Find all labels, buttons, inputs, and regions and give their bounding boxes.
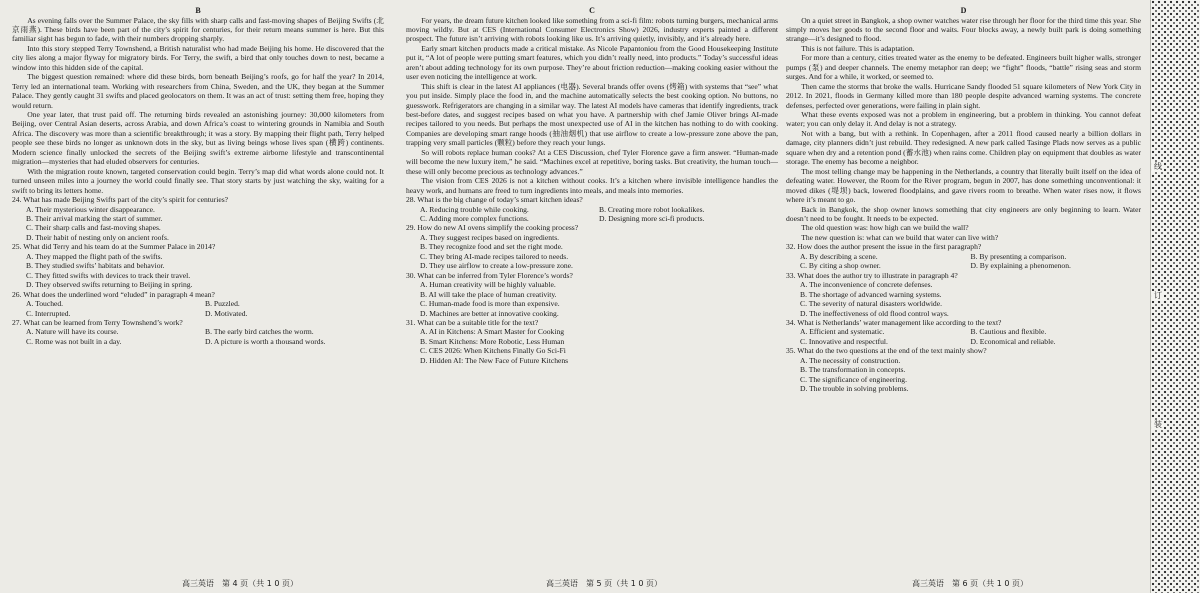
passage-d-column — [786, 6, 1141, 576]
answer-option: B. Smart Kitchens: More Robotic, Less Human — [420, 336, 565, 346]
passage-paragraph: With the migration route known, targeted conservation could begin. Terry’s map did what words alone could not. It turned unseen miles into a journey the world could finally see. That story starts by just watching the sky, waiting for a swift to bring its letters home. — [12, 166, 384, 195]
answer-option: A. Human creativity will be highly valuable. — [420, 280, 556, 290]
answer-option: D. They observed swifts returning to Beijing in spring. — [26, 280, 193, 290]
answer-option: C. Innovative and respectful. — [800, 336, 888, 346]
passage-paragraph: Into this story stepped Terry Townshend, a British naturalist who had made Beijing his home. He discovered that the city lies along a major flyway for migratory birds. For Terry, the swift, a bird that only touches down to nest, became a window into this hidden side of the capital. — [12, 43, 384, 72]
option-row — [12, 299, 384, 308]
answer-option: C. CES 2026: When Kitchens Finally Go Sci-Fi — [420, 346, 566, 356]
answer-option: D. Machines are better at innovative cooking. — [420, 308, 559, 318]
passage-paragraph: What these events exposed was not a problem in engineering, but a problem in thinking. You cannot defeat water; you can only delay it. And delay is not a strategy. — [786, 110, 1141, 129]
section-heading: D — [960, 6, 967, 15]
question-stem: 25. What did Terry and his team do at the Summer Palace in 2014? — [12, 242, 216, 252]
option-row — [786, 327, 1141, 336]
answer-option: C. They fitted swifts with devices to track their travel. — [26, 270, 191, 280]
option-row — [12, 309, 384, 318]
answer-option: A. By describing a scene. — [800, 251, 878, 261]
answer-option: B. Creating more robot lookalikes. — [599, 204, 705, 214]
passage-paragraph: For years, the dream future kitchen looked like something from a sci-fi film: robots turning burgers, mechanical arms moving wildly. But at CES (International Consumer Electronics Show) 2026, industry experts painted a different prospect. The future isn’t arriving with robots looking like us. It’s arriving quietly, invisibly, and it’s already here. — [406, 15, 778, 44]
answer-option: A. Their mysterious winter disappearance. — [26, 204, 155, 214]
page-footer-4: 高三英语 第 4 页（共 1 0 页） — [182, 579, 298, 588]
binding-mark-line: 线 — [1154, 162, 1162, 171]
answer-option: B. AI will take the place of human creativity. — [420, 289, 557, 299]
question-stem: 34. What is Netherlands’ water management like according to the text? — [786, 318, 1002, 327]
question-stem: 28. What is the big change of today’s smart kitchen ideas? — [406, 195, 583, 205]
answer-option: D. Their habit of nesting only on ancient roofs. — [26, 232, 169, 242]
passage-b-column — [12, 6, 384, 576]
question-stem: 24. What has made Beijing Swifts part of the city’s spirit for centuries? — [12, 195, 229, 205]
answer-option: B. The transformation in concepts. — [800, 365, 906, 375]
question-stem: 32. How does the author present the issue in the first paragraph? — [786, 242, 982, 252]
binding-mark-staple: 订 — [1154, 291, 1162, 300]
answer-option: A. AI in Kitchens: A Smart Master for Cooking — [420, 327, 565, 337]
passage-paragraph: The biggest question remained: where did these birds, born beneath Beijing’s roofs, go for half the year? In 2014, Terry led an international team. Working with researchers from China, Sweden, and the UK, they began at the Summer Palace. They gently caught 31 swifts and placed geolocators on them. It was an act of trust: setting them free, hoping they would return. — [12, 72, 384, 110]
answer-option: D. By explaining a phenomenon. — [970, 261, 1071, 271]
option-row — [406, 214, 778, 223]
answer-option: B. The shortage of advanced warning systems. — [800, 289, 942, 299]
question-stem: 35. What do the two questions at the end of the text mainly show? — [786, 346, 987, 356]
option-row — [406, 205, 778, 214]
passage-paragraph: The new question is: what can we build that water can live with? — [801, 232, 999, 242]
question-stem: 26. What does the underlined word “eluded” in paragraph 4 mean? — [12, 289, 215, 299]
answer-option: C. Their sharp calls and fast-moving shapes. — [26, 223, 161, 233]
option-row — [786, 337, 1141, 346]
answer-option: B. They studied swifts’ habitats and behavior. — [26, 261, 165, 271]
passage-paragraph: The vision from CES 2026 is not a kitchen without cooks. It’s a kitchen where invisible intelligence handles the heavy work, and humans are freed to turn ingredients into meals, and meals into memories. — [406, 176, 778, 195]
question-stem: 31. What can be a suitable title for the text? — [406, 318, 539, 327]
passage-paragraph: Early smart kitchen products made a critical mistake. As Nicole Papantoniou from the Good Housekeeping Institute put it, “A lot of people were putting smart features, which you didn’t really need, into products.” Today’s successful ideas aren’t about adding technology for its own purpose. They’re about friction reduction—making cooking easier without the user even noticing the intelligence at work. — [406, 43, 778, 82]
question-stem: 33. What does the author try to illustrate in paragraph 4? — [786, 270, 958, 280]
passage-paragraph: Back in Bangkok, the shop owner knows something that city engineers are only beginning to learn. Water doesn’t need to be fought. It needs to be expected. — [786, 204, 1141, 224]
passage-paragraph: This shift is clear in the latest AI appliances (电器). Several brands offer ovens (烤箱) with systems that “see” what you put inside. Simply place the food in, and the machine automatically selects the best cooking option. No buttons, no guesswork. Refrigerators are changing in a similar way. The latest AI models have cameras that identify ingredients, track best-before dates, and suggest recipes based on what you have. A partnership with chef Jamie Oliver brings AI-made recipes tailored to you needs. But perhaps the most unexpected use of AI in the kitchen has nothing to do with cooking. Companies are developing smart range hoods (抽油烟机) that use airflow to create a low-pressure zone above the pan, trapping very small particles (颗粒) before they reach your lungs. — [406, 81, 778, 148]
answer-option: A. They suggest recipes based on ingredients. — [420, 232, 560, 242]
answer-option: C. Human-made food is more than expensive. — [420, 299, 560, 309]
question-stem: 27. What can be learned from Terry Townshend’s work? — [12, 318, 183, 327]
option-row — [12, 337, 384, 346]
answer-option: D. Economical and reliable. — [970, 336, 1056, 346]
answer-option: B. By presenting a comparison. — [970, 251, 1067, 261]
answer-option: C. The severity of natural disasters worldwide. — [800, 299, 942, 309]
answer-option: A. Touched. — [26, 299, 64, 309]
answer-option: B. Cautious and flexible. — [970, 327, 1047, 337]
passage-paragraph: For more than a century, cities treated water as the enemy to be defeated. Engineers built higher walls, stronger pumps (泵) and deeper channels. The enemy metaphor ran deep; we “fight” floods, “battle” rising seas and storm surges. And for a while, it worked, or seemed to. — [786, 53, 1141, 82]
answer-option: A. Reducing trouble while cooking. — [420, 204, 529, 214]
passage-paragraph: One year later, that trust paid off. The returning birds revealed an astonishing journey: 30,000 kilometers from Beijing, over Central Asian deserts, across Arabia, and down Africa’s coast to wintering grounds in Namibia and South Africa. The discovery was more than a scientific breakthrough; it was a story. By mapping their flight path, Terry helped people see these birds no longer as unknown dots in the sky, but as living beings whose lives span (横跨) continents. Modern science finally unlocked the secrets of the Beijing swift’s extreme airborne lifestyle and transcontinental migration—mysteries that had eluded observers for centuries. — [12, 110, 384, 167]
passage-paragraph: So will robots replace human cooks? At a CES Discussion, chef Tyler Florence gave a firm answer. “Human-made will become the new luxury item,” he said. “Machines excel at repetitive, boring tasks. But creativity, the human touch—these will only become precious as technology advances.” — [406, 147, 778, 176]
answer-option: A. Nature will have its course. — [26, 327, 119, 337]
answer-option: B. The early bird catches the worm. — [205, 327, 314, 337]
question-stem: 30. What can be inferred from Tyler Florence’s words? — [406, 270, 573, 280]
answer-option: B. They recognize food and set the right mode. — [420, 242, 563, 252]
answer-option: A. Efficient and systematic. — [800, 327, 885, 337]
option-row — [786, 252, 1141, 261]
answer-option: C. The significance of engineering. — [800, 374, 907, 384]
passage-paragraph: The most telling change may be happening in the Netherlands, a country that literally built itself on the idea of defeating water. However, the Room for the River program, begun in 2007, has done something unconventional: it moved dikes (堤坝) back, lowered floodplains, and gave rivers room to breathe. When water rises now, it flows where it’s meant to go. — [786, 166, 1141, 205]
answer-option: C. They bring AI-made recipes tailored to needs. — [420, 251, 569, 261]
answer-option: C. Interrupted. — [26, 308, 71, 318]
answer-option: B. Puzzled. — [205, 299, 240, 309]
passage-paragraph: This is not failure. This is adaptation. — [801, 43, 915, 53]
answer-option: C. Adding more complex functions. — [420, 214, 529, 224]
passage-c-column — [406, 6, 778, 576]
page-footer-6: 高三英语 第 6 页（共 1 0 页） — [912, 579, 1028, 588]
answer-option: D. The ineffectiveness of old flood control ways. — [800, 308, 949, 318]
passage-paragraph: As evening falls over the Summer Palace, the sky fills with sharp calls and fast-moving shapes of Beijing Swifts (北京雨燕). These birds have been part of the city’s spirit for centuries, for their return means summer is here. But this familiar sight has begun to fade, with their numbers dropping sharply. — [12, 15, 384, 44]
option-row — [786, 261, 1141, 270]
answer-option: D. Motivated. — [205, 308, 248, 318]
option-row — [12, 327, 384, 336]
answer-option: D. A picture is worth a thousand words. — [205, 336, 326, 346]
page-footer-5: 高三英语 第 5 页（共 1 0 页） — [546, 579, 662, 588]
passage-paragraph: The old question was: how high can we build the wall? — [801, 223, 969, 233]
answer-option: D. They use airflow to create a low-pressure zone. — [420, 261, 573, 271]
answer-option: D. The trouble in solving problems. — [800, 384, 909, 394]
answer-option: C. By citing a shop owner. — [800, 261, 881, 271]
section-heading: B — [195, 6, 201, 15]
answer-option: D. Designing more sci-fi products. — [599, 214, 705, 224]
passage-paragraph: On a quiet street in Bangkok, a shop owner watches water rise through her floor for the third time this year. She simply moves her goods to the second floor and waits. Four blocks away, a newly built park is doing something strange—it’s designed to flood. — [786, 15, 1141, 44]
section-heading: C — [589, 6, 595, 15]
answer-option: D. Hidden AI: The New Face of Future Kitchens — [420, 355, 569, 365]
answer-option: A. The necessity of construction. — [800, 355, 901, 365]
passage-paragraph: Not with a bang, but with a rethink. In Copenhagen, after a 2011 flood caused nearly a billion dollars in damage, city planners didn’t just rebuild. They redesigned. A new park called Tasinge Plads now serves as a public square when dry and a retention pond (蓄水池) when rains come. Children play on equipment that doubles as water storage. The enemy has become a neighbor. — [786, 128, 1141, 167]
answer-option: C. Rome was not built in a day. — [26, 336, 122, 346]
question-stem: 29. How do new AI ovens simplify the cooking process? — [406, 223, 579, 233]
answer-option: A. They mapped the flight path of the swifts. — [26, 251, 163, 261]
answer-option: A. The inconvenience of concrete defenses. — [800, 280, 933, 290]
passage-paragraph: Then came the storms that broke the walls. Hurricane Sandy flooded 51 square kilometers of New York City in 2012. In 2021, floods in Germany killed more than 180 people despite advanced warning systems. The concrete defenses, perfected over generations, were failing in plain sight. — [786, 81, 1141, 110]
binding-mark-bind: 装 — [1154, 420, 1162, 429]
answer-option: B. Their arrival marking the start of summer. — [26, 214, 163, 224]
